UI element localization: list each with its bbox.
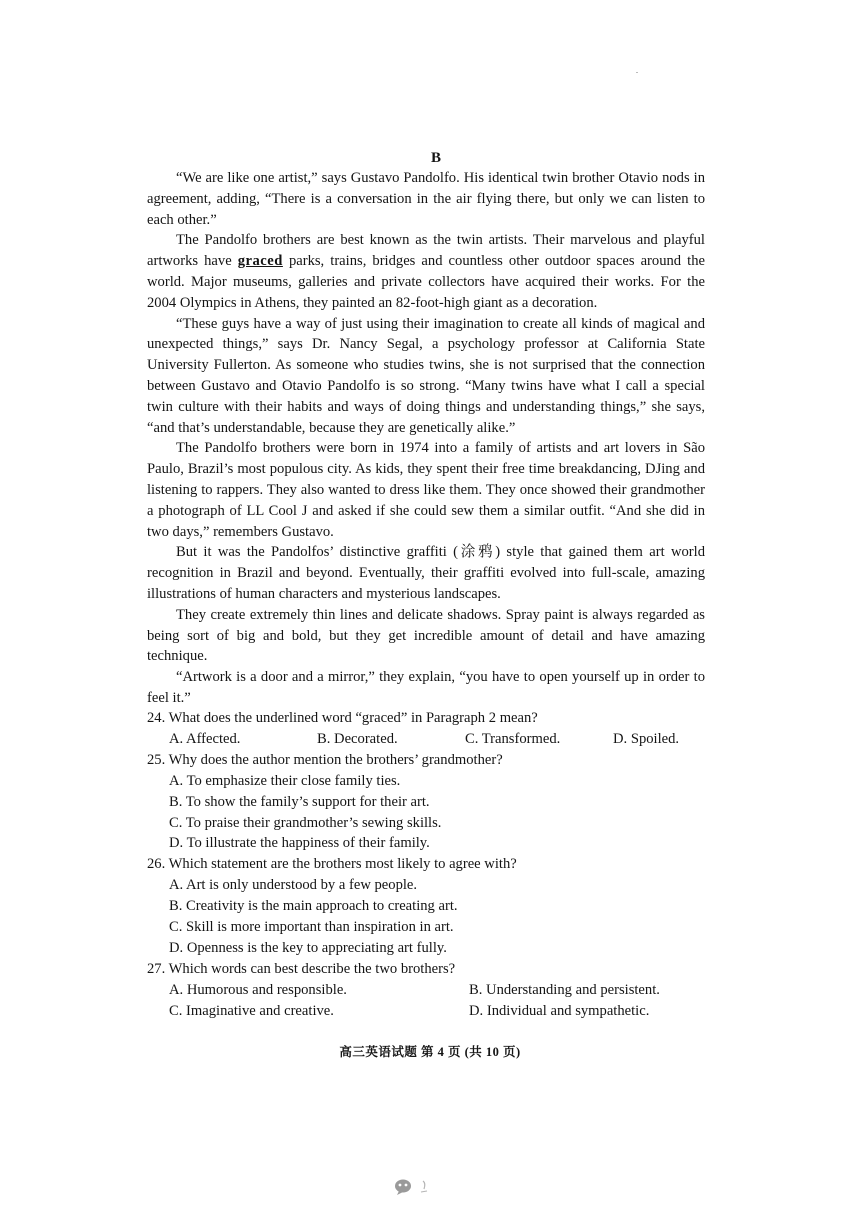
option-row [147,729,707,750]
paragraph-7: “Artwork is a door and a mirror,” they explain, “you have to open yourself up in order to feel it.” [147,669,705,706]
paragraph-2-text-end: parks, trains, bridges and countless other outdoor spaces around the world. Major museums, galleries and private collectors have acquired their works. For the 2004 Olympics in Athens, they painted an 82-foot-high giant as a decoration. [147,253,705,311]
question-stem: 24. What does the underlined word “graced” in Paragraph 2 mean? [147,710,538,726]
paragraph-2 [147,230,705,313]
paragraph-4: The Pandolfo brothers were born in 1974 into a family of artists and art lovers in São Paulo, Brazil’s most populous city. As kids, they spent their free time breakdancing, DJing and listening to rappers. They also wanted to dress like them. They once showed their grandmother a photograph of LL Cool J and asked if she could sew them a similar outfit. “And she did in two days,” remembers Gustavo. [147,440,705,540]
section-letter: B [430,150,441,166]
option-c[interactable]: C. To praise their grandmother’s sewing skills. [169,814,442,831]
question-list [147,708,707,1022]
underlined-word: graced [237,253,283,270]
option-b[interactable]: B. To show the family’s support for their art. [169,793,430,810]
option-a[interactable]: A. Affected. [169,730,241,747]
paragraph-1: “We are like one artist,” says Gustavo Pandolfo. His identical twin brother Otavio nods in agreement, adding, “There is a conversation in the air flying there, but only we can listen to each other.” [147,170,705,228]
option-grid [147,980,707,1022]
question-26 [147,854,707,959]
option-d[interactable]: D. Openness is the key to appreciating art fully. [169,939,447,956]
question-stem: 26. Which statement are the brothers most likely to agree with? [147,856,517,873]
option-c[interactable]: C. Imaginative and creative. [169,1002,334,1019]
scan-speck [636,72,638,73]
option-b[interactable]: B. Understanding and persistent. [469,981,660,998]
question-24 [147,708,707,750]
question-27 [147,959,707,1022]
option-d[interactable]: D. To illustrate the happiness of their family. [169,835,430,852]
paragraph-3: “These guys have a way of just using their imagination to create all kinds of magical and unexpected things,” says Dr. Nancy Segal, a psychology professor at California State University Fullerton. As someone who studies twins, she is not surprised that the connection between Gustavo and Otavio Pandolfo is so strong. “Many twins have what I call a special twin culture with their habits and ways of doing things and understanding things,” she says, “and that’s understandable, because they are genetically alike.” [147,315,705,436]
option-d[interactable]: D. Spoiled. [613,730,680,747]
question-stem: 27. Which words can best describe the two brothers? [147,960,456,977]
option-b[interactable]: B. Creativity is the main approach to creating art. [169,898,458,915]
option-b[interactable]: B. Decorated. [317,730,398,747]
option-c[interactable]: C. Skill is more important than inspiration in art. [169,919,454,936]
chat-bubble-icon [393,1177,433,1197]
question-25 [147,750,707,855]
reading-passage [147,168,705,709]
option-c[interactable]: C. Transformed. [465,730,561,747]
option-a[interactable]: A. Humorous and responsible. [169,981,347,998]
page-footer: 高三英语试题 第 4 页 (共 10 页) [339,1045,521,1059]
option-a[interactable]: A. Art is only understood by a few people. [169,877,418,894]
question-stem: 25. Why does the author mention the brothers’ grandmother? [147,751,503,768]
paragraph-6: They create extremely thin lines and delicate shadows. Spray paint is always regarded as being sort of big and bold, but they get incredible amount of detail and have amazing technique. [147,606,705,665]
option-a[interactable]: A. To emphasize their close family ties. [169,772,401,789]
paragraph-5: But it was the Pandolfos’ distinctive graffiti (涂鸦) style that gained them art world recognition in Brazil and beyond. Eventually, their graffiti evolved into full-scale, amazing illustrations of human characters and mysterious landscapes. [147,544,705,602]
option-d[interactable]: D. Individual and sympathetic. [469,1002,650,1019]
paragraph-2-text-start: The Pandolfo brothers are best known as the twin artists. Their marvelous and playful artworks have [147,232,705,270]
